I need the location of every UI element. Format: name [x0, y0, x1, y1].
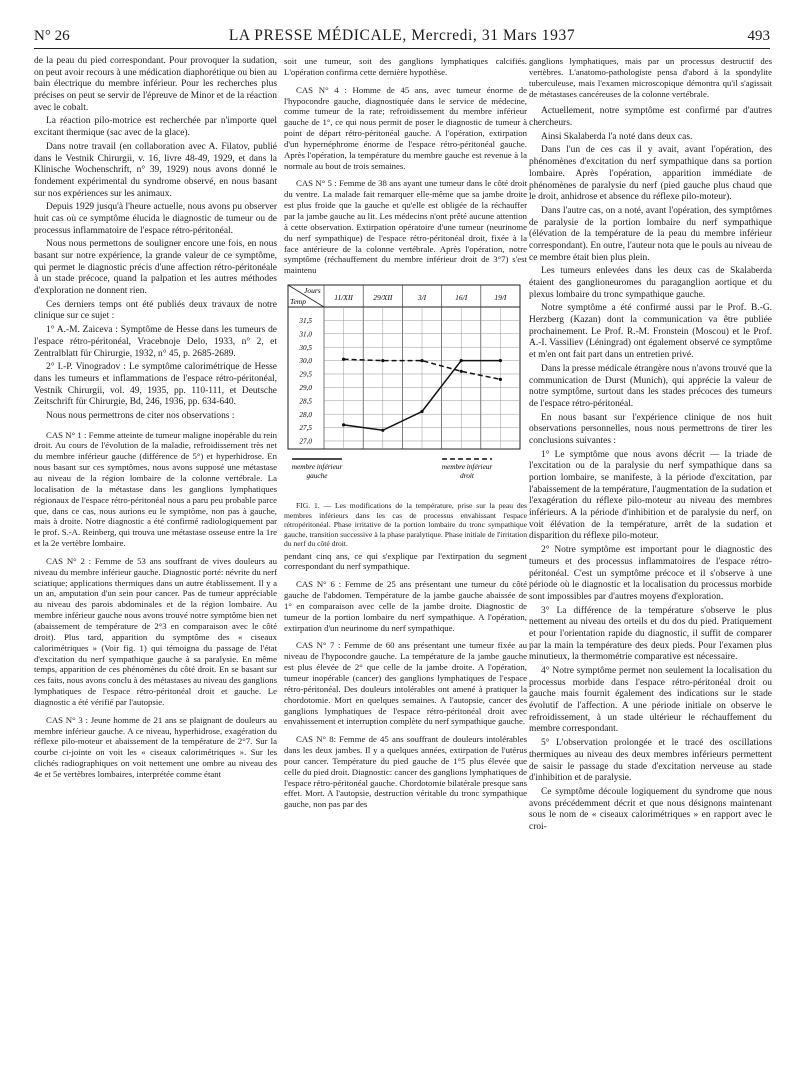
journal-title: LA PRESSE MÉDICALE, Mercredi, 31 Mars 1937: [228, 27, 576, 44]
case-report: pendant cinq ans, ce qui s'explique par l'extirpation du segment correspondant du nerf sympathique.: [284, 550, 527, 572]
figure-caption: FIG. 1. — Les modifications de la température, prise sur la peau des membres inférieurs dans les cas de processus envahissant l'espace rétropéritonéal. Phase irritative de la portion lombaire du tronc sympathique gauche, transition successive à la phase paralytique. Phase initiale de l'irritation du nerf du côté droit.: [284, 501, 527, 549]
data-point-left-limb: [381, 429, 384, 432]
data-point-left-limb: [420, 410, 423, 413]
paragraph: Dans la presse médicale étrangère nous n'avons trouvé que la communication de Durst (Munich), qui apprécie la valeur de notre symptôme, surtout dans les stades précoces des tumeurs de l'espace rétro-péritonéal.: [529, 363, 772, 409]
date-label: 19/I: [494, 293, 507, 303]
paragraph: de la peau du pied correspondant. Pour provoquer la sudation, on peut avoir recours à une médication diaphorétique ou bien au bain électrique du membre inférieur. Pour les recherches plus précises on peut se servir de l'épreuve de Minor et de la réaction avec le cobalt.: [34, 56, 277, 113]
paragraph: Dans notre travail (en collaboration avec A. Filatov, publié dans le Vestnik Chirurgii, v. 16, livre 48-49, 1929, et dans la Klinische Wochenschrift, n° 39, 1929) nous avons donné le fondement expérimental du syndrome observé, en nous basant sur nos expériences sur les animaux.: [34, 141, 277, 199]
paragraph: Ce symptôme découle logiquement du syndrome que nous avons précédemment décrit et que nous désignons maintenant sous le nom de « ciseaux calorimétriques » en rapport avec le croi-: [529, 786, 772, 832]
conclusion-item: 4° Notre symptôme permet non seulement la localisation du processus morbide dans l'espace rétro-péritonéal droit ou gauche mais fournit également des indications sur le stade évolutif de l'affection. A une période initiale on observe le refroidissement, à un stade ultérieur le réchauffement du membre correspondant.: [529, 666, 772, 735]
paragraph: Ces derniers temps ont été publiés deux travaux de notre clinique sur ce sujet :: [34, 299, 277, 322]
case-report: CAS N° 2 : Femme de 53 ans souffrant de vives douleurs au niveau du membre inférieur gauche. Diagnostic porté: névrite du nerf sciatique; applications thermiques dans un autre établissement. Il y a un an, amputation d'un sein pour cancer. Pas de tumeur appréciable au niveau des parois abdominales et de la région lombaire. Au membre inférieur gauche nous avons trouvé notre symptôme bien net (abaissement de température de 2°3 en comparaison avec le côté droit). Plus tard, apparition du symptôme des « ciseaux calorimétriques » (Voir fig. 1) qui témoigna du passage de l'état d'excitation du nerf sympathique gauche à sa paralysie. En même temps, apparition de ces phénomènes du côté droit. En se basant sur ces faits, nous avons conclu à des métastases au niveau des ganglions lymphatiques de l'espace rétro-péritonéal droit et gauche. Le diagnostic a été vérifié par l'autopsie.: [34, 555, 277, 707]
conclusion-item: 2° Notre symptôme est important pour le diagnostic des tumeurs et des processus inflammatoires de l'espace rétro-péritonéal. C'est un symptôme précoce et il s'observe à une période où le diagnostic et la localisation du processus morbide sont impossibles par d'autres moyens d'exploration.: [529, 545, 772, 602]
legend-label-right: membre inférieur: [441, 462, 493, 472]
case-report: CAS N° 5 : Femme de 38 ans ayant une tumeur dans le côté droit du ventre. La malade fait remarquer elle-même que sa jambe droite est plus froide que la gauche et qu'elle est obligée de la réchauffer par la jambe gauche au lit. Les médecins n'ont prêté aucune attention à cette observation. Extirpation opératoire d'une tumeur (neurinome du nerf sympathique) de l'espace rétro-péritonéal droit, fixée à la face antérieure de la colonne vertébrale. Après l'opération, notre symptôme (réchauffement du membre inférieur droit de 3°7) s'est maintenu: [284, 178, 527, 276]
paragraph: Dans l'autre cas, on a noté, avant l'opération, des symptômes de paralysie de la portion lombaire du nerf sympathique (élévation de la température de la peau du membre inférieur correspondant). En outre, l'auteur nota que le pouls au niveau de ce membre était bien plus plein.: [529, 205, 772, 263]
case-report: CAS N° 4 : Homme de 45 ans, avec tumeur énorme de l'hypocondre gauche, diagnostiquée dans le service de médecine, comme tumeur de la rate; refroidissement du membre inférieur gauche de 1°, ce qui nous permit de poser le diagnostic de tumeur à point de départ rétro-péritonéal gauche. A l'opération, extirpation d'un hypernéphrome énorme de l'espace rétro-péritonéal gauche. Après l'opération, la température du membre gauche est revenue à la normale au bout de trois semaines.: [284, 84, 527, 171]
temp-tick-label: 31,0: [299, 330, 312, 339]
paragraph: Nous nous permettrons de citer nos observations :: [46, 410, 235, 421]
case-report: CAS N° 3 : Jeune homme de 21 ans se plaignant de douleurs au membre inférieur gauche. A ce niveau, hyperhidrose, exagération du réflexe pilo-moteur et abaissement de la température de 2°7. Sur la courbe ci-jointe on voit les « ciseaux calorimétriques ». Sur les clichés radiographiques on voit nettement une ombre au niveau des 4e et 5e vertèbres lombaires, interprétée comme étant: [34, 714, 277, 779]
data-point-right-limb: [499, 378, 502, 381]
case-report: ganglions lymphatiques, mais par un processus destructif des vertèbres. L'anatomo-pathologiste pensa d'abord à la spondylite tuberculeuse, mais l'examen microscopique démontra qu'il s'agissait de métastases cancéreuses de la colonne vertébrale.: [529, 56, 772, 99]
temp-tick-label: 27,0: [299, 437, 312, 446]
temperature-chart: [284, 281, 527, 497]
page-header: [34, 26, 770, 49]
legend-label-left: membre inférieur: [291, 462, 343, 472]
reference-item: 2° I.-P. Vinogradov : Le symptôme calorimétrique de Hesse dans les tumeurs et inflammations de l'espace rétro-péritonéal, Vestnik Chirurgii, vol. 49, 1935, pp. 110-111, et Deutsche Zeitschrift für Chirurgie, Bd, 246, 1936, pp. 634-640.: [34, 362, 277, 408]
reference-item: 1° A.-M. Zaiceva : Symptôme de Hesse dans les tumeurs de l'espace rétro-péritonéal, Vracebnoje Delo, 1933, n° 2, et Zentralblatt für Chirurgie, 1932, n° 45, p. 2685-2689.: [34, 325, 277, 359]
case-report: CAS N° 1 : Femme atteinte de tumeur maligne inopérable du rein droit. Au cours de l'évolution de la maladie, refroidissement très net du membre inférieur gauche (différence de 5°) et hyperhidrose. En nous basant sur ces symptômes, nous avons supposé une métastase au niveau de la région lombaire de la colonne vertébrale. La localisation de la métastase dans les ganglions lymphatiques régionaux de l'espace rétro-péritonéal nous a paru peu probable parce que, dans ce cas, nous aurions eu le symptôme, non pas à gauche, mais à droite. Notre diagnostic a été confirmé radiologiquement par le prof. S.-A. Reinberg, qui trouva une métastase osseuse entre la 1re et la 2e vertèbre lombaire.: [34, 429, 277, 549]
temp-tick-label: 27,5: [299, 424, 312, 433]
temp-tick-label: 29,5: [299, 370, 312, 379]
paragraph: Dans l'un de ces cas il y avait, avant l'opération, des phénomènes d'excitation du nerf sympathique dans sa portion lombaire. Après l'opération, apparition immédiate de phénomènes de paralysie du nerf (pied gauche plus chaud que le droit, anhidrose et absence du réflexe pilo-moteur).: [529, 145, 772, 203]
figure-1: [284, 281, 527, 497]
temp-tick-label: 31,5: [299, 317, 312, 326]
paragraph: Nous nous permettons de souligner encore une fois, en nous basant sur notre expérience, la grande valeur de ce symptôme, qui permet le diagnostic précis d'une affection rétro-péritonéale à un stade précoce, quand la palpation et les autres méthodes d'exploration ne donnent rien.: [34, 239, 277, 297]
paragraph: Les tumeurs enlevées dans les deux cas de Skalaberda étaient des ganglioneuromes du paraganglion aortique et du plexus lombaire du tronc sympathique gauche.: [529, 266, 772, 300]
data-point-left-limb: [460, 359, 463, 362]
paragraph: Actuellement, notre symptôme est confirmé par d'autres chercheurs.: [529, 106, 772, 129]
case-report: soit une tumeur, soit des ganglions lymphatiques calcifiés. L'opération confirma cette dernière hypothèse.: [284, 56, 527, 77]
data-point-right-limb: [460, 370, 463, 373]
data-point-right-limb: [342, 358, 345, 361]
case-report: CAS N° 8: Femme de 45 ans souffrant de douleurs intolérables dans les deux jambes. Il y a quelques années, extirpation de l'utérus pour cancer. Température du pied gauche de 1°5 plus élevée que celle du pied droit. Diagnostic: cancer des ganglions lymphatiques de l'espace rétro-péritonéal gauche. Chordotomie bilatérale presque sans effet. Mort. A l'autopsie, destruction véritable du tronc sympathique gauche, non pas par des: [284, 734, 527, 810]
data-point-right-limb: [381, 359, 384, 362]
conclusion-item: 5° L'observation prolongée et le tracé des oscillations thermiques au niveau des deux membres inférieurs permettent de saisir le passage du stade d'excitation nerveuse au stade d'inhibition et de paralysie.: [529, 738, 772, 784]
chart-frame: [288, 285, 520, 449]
temp-tick-label: 30,5: [299, 343, 312, 352]
paragraph: Depuis 1929 jusqu'à l'heure actuelle, nous avons pu observer huit cas où ce symptôme élucida le diagnostic de tumeur ou de processus inflammatoire de l'espace rétro-péritonéal.: [34, 202, 277, 236]
temp-tick-label: 30,0: [299, 357, 312, 366]
data-point-left-limb: [342, 423, 345, 426]
paragraph: Ainsi Skalaberda l'a noté dans deux cas.: [541, 131, 693, 142]
data-point-left-limb: [499, 359, 502, 362]
temp-tick-label: 28,5: [299, 397, 312, 406]
case-report: CAS N° 6 : Femme de 25 ans présentant une tumeur du côté gauche de l'abdomen. Température de la jambe gauche abaissée de 1° en comparaison avec celle de la jambe droite. Diagnostic de tumeur de la portion lombaire du nerf sympathique. A l'opération, extirpation d'un neurinome du nerf sympathique.: [284, 579, 527, 633]
column-left: [34, 56, 277, 782]
paragraph: Notre symptôme a été confirmé aussi par le Prof. B.-G. Herzberg (Kazan) dont la communication va être publiée prochainement. Le Prof. R.-M. Fronstein (Moscou) et le Prof. A.-I. Vassiliev (Léningrad) ont également observé ce symptôme et m'en ont fait part dans un entretien privé.: [529, 303, 772, 361]
conclusion-item: 3° La différence de la température s'observe le plus nettement au niveau des orteils et du dos du pied. Pratiquement et pour l'orientation rapide du diagnostic, il suffit de comparer par la main la température des deux pieds. Pour l'examen plus minutieux, la thermométrie comparative est nécessaire.: [529, 605, 772, 663]
corner-label-temp: Temp: [290, 297, 306, 307]
date-label: 11/XII: [334, 293, 353, 303]
paragraph: En nous basant sur l'expérience clinique de nos huit observations personnelles, nous nous permettrons de tirer les conclusions suivantes :: [529, 412, 772, 446]
column-right: [529, 56, 772, 836]
case-report: CAS N° 7 : Femme de 60 ans présentant une tumeur fixée au niveau de l'hypocondre gauche. La température de la jambe gauche est plus élevée de 2° que celle de la jambe droite. A l'opération, tumeur inopérable (cancer) des ganglions lymphatiques de l'espace rétro-péritonéal. Des douleurs intolérables ont amené à pratiquer la chordotomie. Mort en quelques semaines. A l'autopsie, cancer des ganglions lymphatiques de l'espace rétro-péritonéal droit avec envahissement et interruption complète du nerf sympathique gauche.: [284, 640, 527, 727]
temp-tick-label: 28,0: [299, 410, 312, 419]
issue-number: N° 26: [34, 28, 70, 44]
page-number: 493: [747, 28, 770, 44]
date-label: 16/I: [455, 293, 468, 303]
corner-label-days: Jours: [304, 286, 321, 296]
legend-label-right-2: droit: [460, 471, 474, 481]
date-label: 29/XII: [373, 293, 393, 303]
legend-label-left-2: gauche: [306, 471, 328, 481]
conclusion-item: 1° Le symptôme que nous avons décrit — la triade de l'excitation ou de la paralysie du nerf sympathique dans sa portion lombaire, se manifeste, à la période d'excitation, par l'abaissement de la température, l'augmentation de la sudation et l'exagération du réflexe pilo-moteur au niveau des membres inférieurs. A la période d'inhibition et de paralysie du nerf, on voit élévation de la température, arrêt de la sudation et disparition du réflexe pilo-moteur.: [529, 449, 772, 542]
data-point-right-limb: [420, 359, 423, 362]
column-middle: [284, 56, 527, 812]
date-label: 3/I: [417, 293, 427, 303]
paragraph: La réaction pilo-motrice est recherchée par n'importe quel excitant thermique (sac avec de la glace).: [34, 116, 277, 139]
temp-tick-label: 29,0: [299, 384, 312, 393]
